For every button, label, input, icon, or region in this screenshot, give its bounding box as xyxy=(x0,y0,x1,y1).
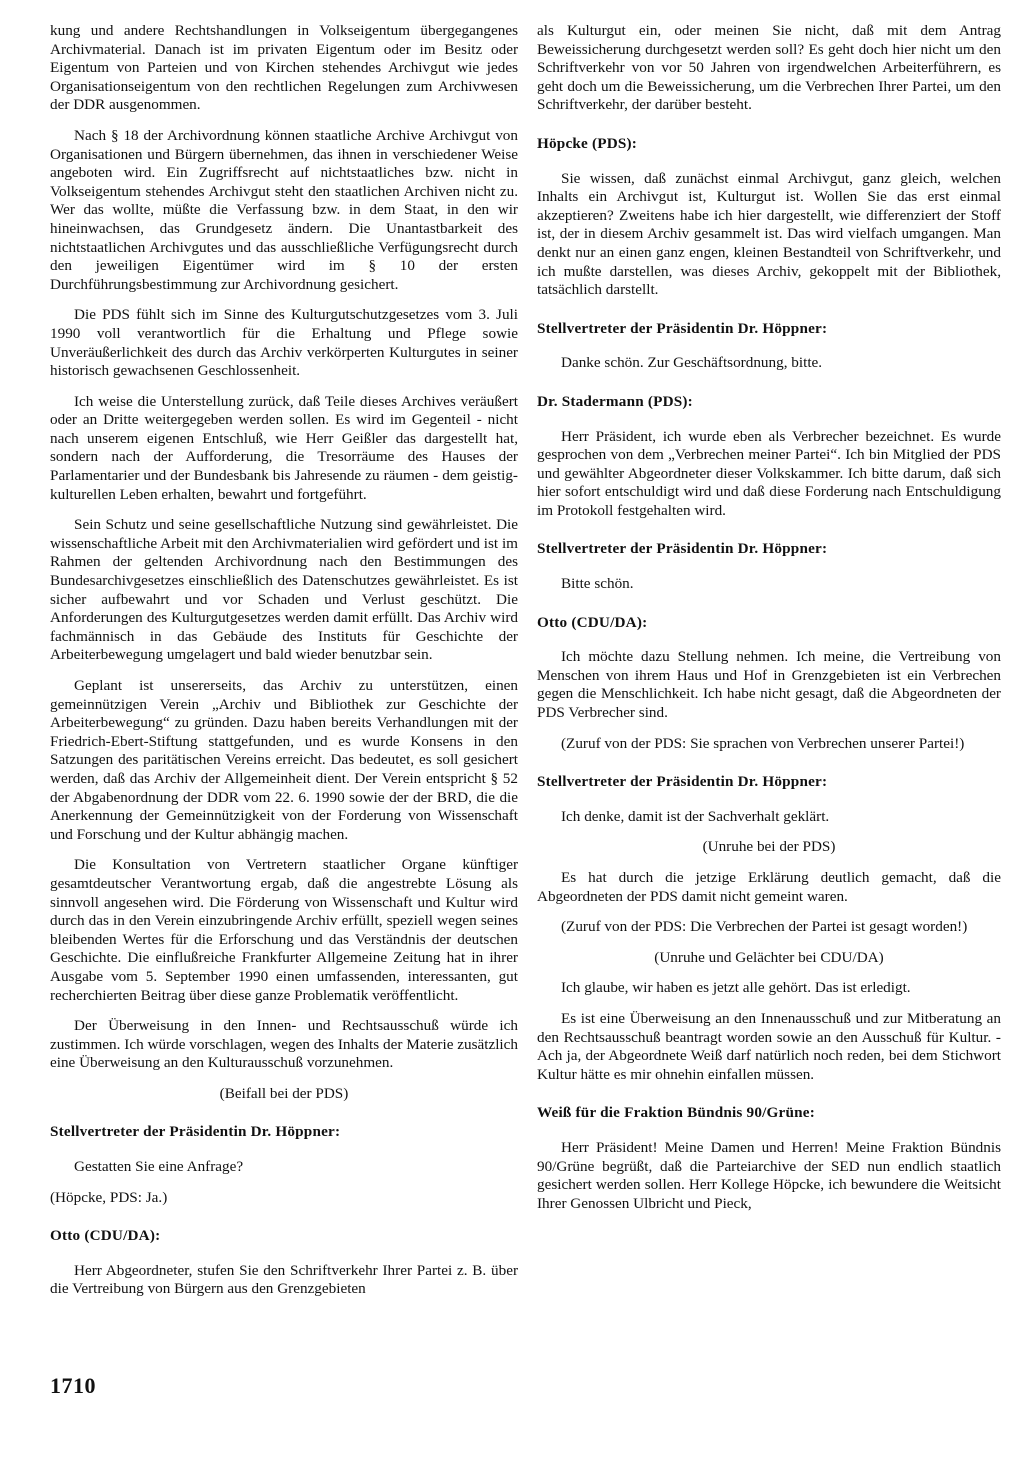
paragraph: (Zuruf von der PDS: Die Verbrechen der Partei ist gesagt worden!) xyxy=(561,918,968,936)
paragraph: Geplant ist unsererseits, das Archiv zu unterstützen, einen gemeinnützigen Verein „Archiv und Bibliothek zur Geschichte der Arbeiterbewegung“ zu gründen. Dazu haben bereits Verhandlungen mit der Friedrich-Ebert-Stiftung stattgefunden, und es wurde Konsens in den Satzungen des paritätischen Vereins erreicht. Das bedeutet, es soll gesichert werden, daß das Archiv der Allgemeinheit dient. Der Verein entspricht § 52 der Abgabenordnung der DDR vom 22. 6. 1990 sowie der der BRD, die die Anerkennung der Gemeinnützigkeit von der Forderung von Wissenschaft und Forschung und der Kultur abhängig machen. xyxy=(50,677,518,843)
paragraph: Bitte schön. xyxy=(561,575,634,593)
speaker-heading: Weiß für die Fraktion Bündnis 90/Grüne: xyxy=(537,1104,815,1122)
speaker-heading: Otto (CDU/DA): xyxy=(50,1227,161,1245)
paragraph: Danke schön. Zur Geschäftsordnung, bitte. xyxy=(561,354,823,372)
speaker-heading: Stellvertreter der Präsidentin Dr. Höppner: xyxy=(537,773,828,791)
paragraph: Ich glaube, wir haben es jetzt alle gehört. Das ist erledigt. xyxy=(561,979,911,997)
interjection: (Unruhe bei der PDS) xyxy=(702,838,836,856)
left-column xyxy=(50,22,518,1311)
paragraph: Herr Präsident, ich wurde eben als Verbrecher bezeichnet. Es wurde gesprochen von dem „Verbrechen meiner Partei“. Ich bin Mitglied der PDS und gewählter Abgeordneter dieser Volkskammer. Ich bitte darum, daß sich hier sofort entschuldigt wird und daß diese Forderung nach Entschuldigung im Protokoll festgehalten wird. xyxy=(537,427,1001,519)
interjection: (Beifall bei der PDS) xyxy=(219,1084,349,1102)
speaker-heading: Stellvertreter der Präsidentin Dr. Höppner: xyxy=(50,1123,341,1141)
paragraph: Herr Abgeordneter, stufen Sie den Schriftverkehr Ihrer Partei z. B. über die Vertreibung von Bürgern aus den Grenzgebieten xyxy=(50,1261,518,1298)
paragraph: Es ist eine Überweisung an den Innenausschuß und zur Mitberatung an den Rechtsausschuß beantragt worden sowie an den Ausschuß für Kultur. - Ach ja, der Abgeordnete Weiß darf natürlich noch reden, bei dem Stichwort Kultur hätte es mir ohnehin einfallen müssen. xyxy=(537,1009,1001,1083)
speaker-heading: Stellvertreter der Präsidentin Dr. Höppner: xyxy=(537,319,828,337)
paragraph: als Kulturgut ein, oder meinen Sie nicht, daß mit dem Antrag Beweissicherung durchgesetzt werden soll? Es geht doch hier nicht um den Schriftverkehr von vor 50 Jahren von irgendwelchen Arbeiterführern, es geht doch um die Beweissicherung, um die Verbrechen Ihrer Partei, um den Schriftverkehr, der darüber besteht. xyxy=(537,22,1001,114)
speaker-heading: Dr. Stadermann (PDS): xyxy=(537,392,693,410)
paragraph: Herr Präsident! Meine Damen und Herren! Meine Fraktion Bündnis 90/Grüne begrüßt, daß die Parteiarchive der SED nun endlich staatlich gesichert werden sollen. Herr Kollege Höpcke, ich bewundere die Weitsicht Ihrer Genossen Ulbricht und Pieck, xyxy=(537,1138,1001,1212)
interjection: (Höpcke, PDS: Ja.) xyxy=(50,1188,168,1206)
speaker-heading: Höpcke (PDS): xyxy=(537,134,638,152)
paragraph: Ich denke, damit ist der Sachverhalt geklärt. xyxy=(561,807,830,825)
paragraph: kung und andere Rechtshandlungen in Volkseigentum übergegangenes Archivmaterial. Danach ist im privaten Eigentum oder im Besitz oder Eigentum von Parteien und von Kirchen stehendes Archivgut wie jedes Organisationseigentum von den rechtlichen Regelungen zum Archivwesen der DDR ausgenommen. xyxy=(50,22,518,114)
paragraph: Die PDS fühlt sich im Sinne des Kulturgutschutzgesetzes vom 3. Juli 1990 voll verantwortlich für die Erhaltung und Pflege sowie Unveräußerlichkeit des durch das Archiv verkörperten Kulturgutes in seiner historisch gewachsenen Geschlossenheit. xyxy=(50,306,518,380)
interjection: (Unruhe und Gelächter bei CDU/DA) xyxy=(654,948,884,966)
speaker-heading: Otto (CDU/DA): xyxy=(537,613,648,631)
paragraph: Ich möchte dazu Stellung nehmen. Ich meine, die Vertreibung von Menschen von ihrem Haus und Hof in Grenzgebieten ist ein Verbrechen gegen die Menschlichkeit. Ich habe nicht gesagt, daß die Abgeordneten der PDS Verbrecher sind. xyxy=(537,648,1001,722)
right-column xyxy=(537,22,1001,1225)
paragraph: Es hat durch die jetzige Erklärung deutlich gemacht, daß die Abgeordneten der PDS damit nicht gemeint waren. xyxy=(537,869,1001,905)
paragraph: Sein Schutz und seine gesellschaftliche Nutzung sind gewährleistet. Die wissenschaftliche Arbeit mit den Archivmaterialien wird gefördert und ist im Rahmen der geltenden Archivordnung nach den Bestimmungen des Bundesarchivgesetzes einschließlich des Datenschutzes gewährleistet. Es ist sicher aufbewahrt und vor Schaden und Verlust geschützt. Die Anforderungen des Kulturgutgesetzes werden damit erfüllt. Das Archiv wird fachmännisch in das Gebäude des Instituts für Geschichte der Arbeiterbewegung umgelagert und bald wieder benutzbar sein. xyxy=(50,516,518,664)
paragraph: Ich weise die Unterstellung zurück, daß Teile dieses Archives veräußert oder an Dritte weitergegeben werden sollen. Es wird im Gegenteil - nicht nach unserem eigenen Entschluß, wie Herr Geißler das dargestellt hat, sondern nach der Aufforderung, die Tresorräume des Hauses der Parlamentarier und der Bundesbank bis Jahresende zu räumen - dem geistig-kulturellen Leben erhalten, bewahrt und fortgeführt. xyxy=(50,392,518,503)
paragraph: Der Überweisung in den Innen- und Rechtsausschuß würde ich zustimmen. Ich würde vorschlagen, wegen des Inhalts der Materie zusätzlich eine Überweisung an den Kulturausschuß vorzunehmen. xyxy=(50,1017,518,1072)
paragraph: Gestatten Sie eine Anfrage? xyxy=(74,1158,244,1176)
page-number: 1710 xyxy=(50,1373,96,1398)
paragraph: Nach § 18 der Archivordnung können staatliche Archive Archivgut von Organisationen und Bürgern übernehmen, das ihnen in verschiedener Weise angeboten wird. Ein Zugriffsrecht auf nichtstaatliches bzw. nicht in Volkseigentum stehendes Archivgut steht den staatlichen Archiven nicht zu. Wer das wollte, müßte die Verfassung bzw. in dem Staat, in den wir hineinwachsen, das Grundgesetz ändern. Die Unantastbarkeit des nichtstaatlichen Archivgutes und das ausschließliche Verfügungsrecht durch den jeweiligen Eigentümer wird im § 10 der ersten Durchführungsbestimmung zur Archivordnung gesichert. xyxy=(50,126,518,293)
paragraph: (Zuruf von der PDS: Sie sprachen von Verbrechen unserer Partei!) xyxy=(561,734,965,752)
paragraph: Sie wissen, daß zunächst einmal Archivgut, ganz gleich, welchen Inhalts ein Archivgut ist, Kulturgut ist. Wollen Sie das erst einmal akzeptieren? Zweitens habe ich hier dargestellt, wie differenziert der Stoff ist, der in diesem Archiv gesammelt ist. Das wird vielfach umgangen. Man denkt nur an einen ganz engen, kleinen Bestandteil von Schriftverkehr, und ich mußte darstellen, was dieses Archiv, gekoppelt mit der Bibliothek, tatsächlich darstellt. xyxy=(537,169,1001,299)
speaker-heading: Stellvertreter der Präsidentin Dr. Höppner: xyxy=(537,540,828,558)
paragraph: Die Konsultation von Vertretern staatlicher Organe künftiger gesamtdeutscher Verantwortung ergab, daß die angestrebte Lösung als sinnvoll angesehen wird. Die Förderung von Wissenschaft und Kultur wird durch das in den Verein einzubringende Archiv erfüllt, speziell wegen seines bleibenden Wertes für die Erforschung und das Verständnis der deutschen Geschichte. Die einflußreiche Frankfurter Allgemeine Zeitung hat in ihrer Ausgabe vom 5. September 1990 einen umfassenden, interessanten, gut recherchierten Beitrag über diese ganze Problematik veröffentlicht. xyxy=(50,856,518,1004)
